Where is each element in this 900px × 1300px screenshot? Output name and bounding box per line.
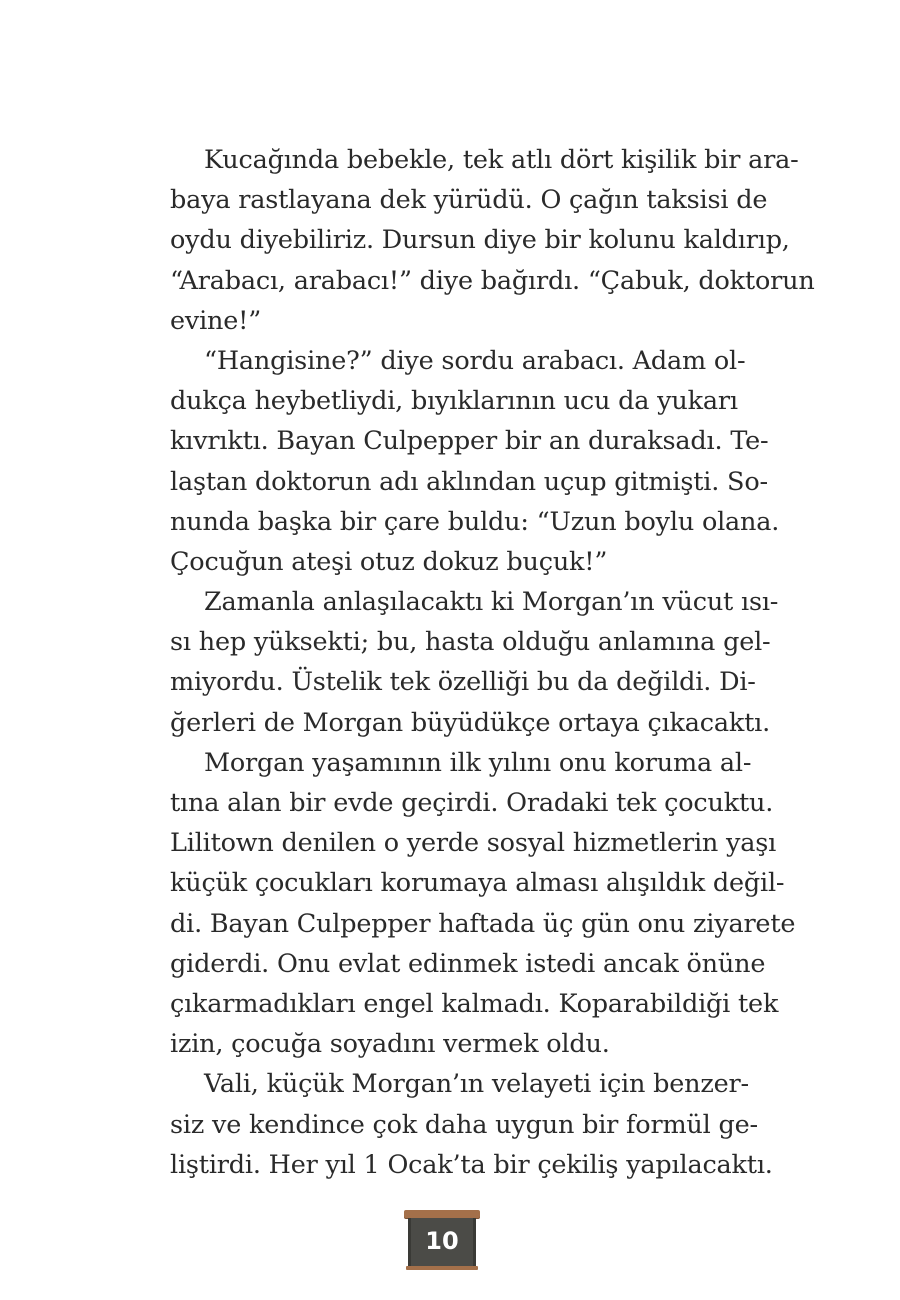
text-line: ğerleri de Morgan büyüdükçe ortaya çıkacaktı. [170,707,771,738]
text-line: laştan doktorun adı aklından uçup gitmişti. So- [170,466,768,497]
text-line: dukça heybetliydi, bıyıklarının ucu da yukarı [170,386,738,417]
text-line: giderdi. Onu evlat edinmek istedi ancak önüne [170,948,766,979]
text-line: Vali, küçük Morgan’ın velayeti için benzer- [204,1069,749,1100]
text-line: nunda başka bir çare buldu: “Uzun boylu olana. [170,506,780,537]
text-line: küçük çocukları korumaya alması alışıldık değil- [170,868,785,899]
text-line: baya rastlayana dek yürüdü. O çağın taksisi de [170,185,768,216]
text-line: Zamanla anlaşılacaktı ki Morgan’ın vücut ısı- [204,587,779,618]
text-line: izin, çocuğa soyadını vermek oldu. [170,1029,610,1060]
text-line: çıkarmadıkları engel kalmadı. Koparabildiği tek [170,988,779,1019]
text-line: Lilitown denilen o yerde sosyal hizmetlerin yaşı [170,828,777,859]
page-number: 10 [425,1227,459,1255]
body-text [170,140,815,1185]
plate-bottom-rail [406,1266,478,1270]
text-line: evine!” [170,305,262,336]
text-line: liştirdi. Her yıl 1 Ocak’ta bir çekiliş yapılacaktı. [170,1149,773,1180]
page-number-plate [404,1210,480,1270]
text-line: tına alan bir evde geçirdi. Oradaki tek çocuktu. [170,788,774,818]
text-line: miyordu. Üstelik tek özelliği bu da değildi. Di- [170,667,756,698]
text-line: sı hep yüksekti; bu, hasta olduğu anlamına gel- [170,627,771,658]
text-line: Kucağında bebekle, tek atlı dört kişilik bir ara- [204,145,799,175]
text-line: kıvrıktı. Bayan Culpepper bir an duraksadı. Te- [170,426,769,457]
text-line: di. Bayan Culpepper haftada üç gün onu ziyarete [170,908,796,939]
text-line: Çocuğun ateşi otuz dokuz buçuk!” [170,546,608,577]
text-line: siz ve kendince çok daha uygun bir formül ge- [170,1109,758,1140]
text-line: Morgan yaşamının ilk yılını onu koruma al- [204,747,752,778]
plate-top-rail [404,1210,480,1218]
text-line: “Hangisine?” diye sordu arabacı. Adam ol- [204,345,746,376]
text-line: “Arabacı, arabacı!” diye bağırdı. “Çabuk, doktorun [170,265,815,296]
text-line: oydu diyebiliriz. Dursun diye bir kolunu kaldırıp, [170,225,790,256]
